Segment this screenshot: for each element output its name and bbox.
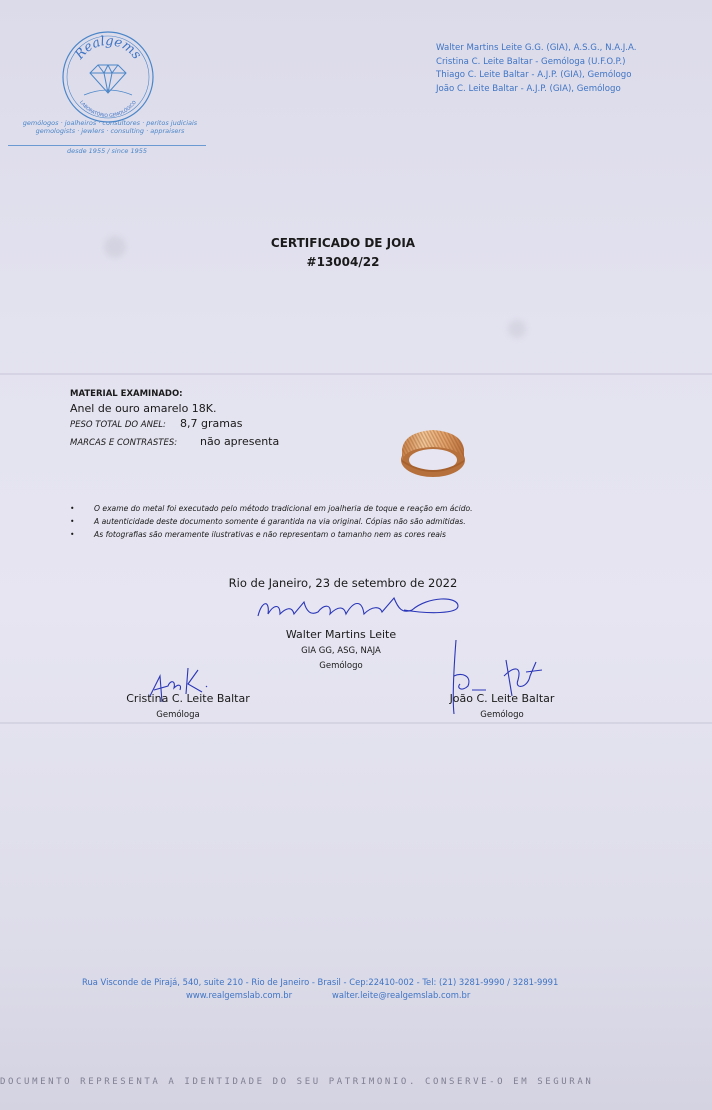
logo-divider — [8, 145, 206, 146]
walter-name: Walter Martins Leite — [285, 628, 397, 641]
logo-ring-text: LABORATÓRIO GEMOLÓGICO — [78, 100, 138, 120]
staff-line: João C. Leite Baltar - A.J.P. (GIA), Gemólogo — [436, 83, 621, 94]
staff-line: Cristina C. Leite Baltar - Gemóloga (U.F.O.P.) — [436, 56, 626, 67]
staff-line: Walter Martins Leite G.G. (GIA), A.S.G., N.A.J.A. — [436, 43, 637, 53]
cristina-name: Cristina C. Leite Baltar — [126, 692, 250, 705]
logo-tagline — [10, 119, 210, 135]
logo-tagline-pt: gemólogos · joalheiros · consultores · peritos judiciais — [22, 119, 198, 127]
marks-label: MARCAS E CONTRASTES: — [70, 438, 178, 448]
svg-text:Realgems — [72, 34, 144, 63]
weight-value: 8,7 gramas — [180, 417, 243, 430]
date-line: Rio de Janeiro, 23 de setembro de 2022 — [228, 576, 458, 590]
paper-spot — [508, 320, 526, 338]
material-label: MATERIAL EXAMINADO: — [70, 389, 183, 399]
logo-brand: Realgems — [72, 33, 144, 63]
cristina-signature — [140, 656, 220, 716]
walter-role: Gemólogo — [319, 661, 363, 671]
marks-value: não apresenta — [200, 435, 280, 448]
footer-website[interactable]: www.realgemslab.com.br — [186, 990, 293, 1000]
walter-credentials: GIA GG, ASG, NAJA — [301, 646, 381, 656]
cristina-role: Gemóloga — [156, 710, 200, 720]
certificate-title: CERTIFICADO DE JOIA — [270, 236, 416, 250]
diamond-emblem-icon — [84, 65, 132, 95]
logo-since: desde 1955 / since 1955 — [66, 147, 148, 155]
ring-photo — [394, 422, 472, 482]
paper-fold — [0, 722, 712, 724]
joao-name: João C. Leite Baltar — [449, 692, 555, 705]
notes-list — [70, 502, 630, 541]
joao-signature — [442, 636, 552, 720]
staff-line: Thiago C. Leite Baltar - A.J.P. (GIA), Gemólogo — [436, 70, 632, 80]
material-value: Anel de ouro amarelo 18K. — [70, 402, 217, 415]
note-item: • A autenticidade deste documento somente é garantida na via original. Cópias não são admitidas. — [70, 515, 630, 528]
footer-email[interactable]: walter.leite@realgemslab.com.br — [332, 990, 471, 1000]
certificate-number: #13004/22 — [306, 255, 380, 269]
walter-signature — [252, 590, 466, 626]
logo-tagline-en: gemologists · jewlers · consulting · appraisers — [35, 127, 185, 135]
realgems-logo — [60, 29, 156, 125]
bottom-banner: DOCUMENTO REPRESENTA A IDENTIDADE DO SEU PATRIMÔNIO. CONSERVE-O EM SEGURAN — [0, 1077, 594, 1087]
staff-list — [436, 42, 636, 96]
paper-fold — [0, 373, 712, 375]
note-item: • As fotografias são meramente ilustrativas e não representam o tamanho nem as cores reais — [70, 528, 630, 541]
weight-label: PESO TOTAL DO ANEL: — [70, 420, 166, 430]
footer-address: Rua Visconde de Pirajá, 540, suite 210 - Rio de Janeiro - Brasil - Cep:22410-002 - Tel: (21) 3281-9990 / 3281-9991 — [82, 977, 559, 987]
note-item: • O exame do metal foi executado pelo método tradicional em joalheria de toque e reação em ácido. — [70, 502, 630, 515]
joao-role: Gemólogo — [480, 710, 524, 720]
